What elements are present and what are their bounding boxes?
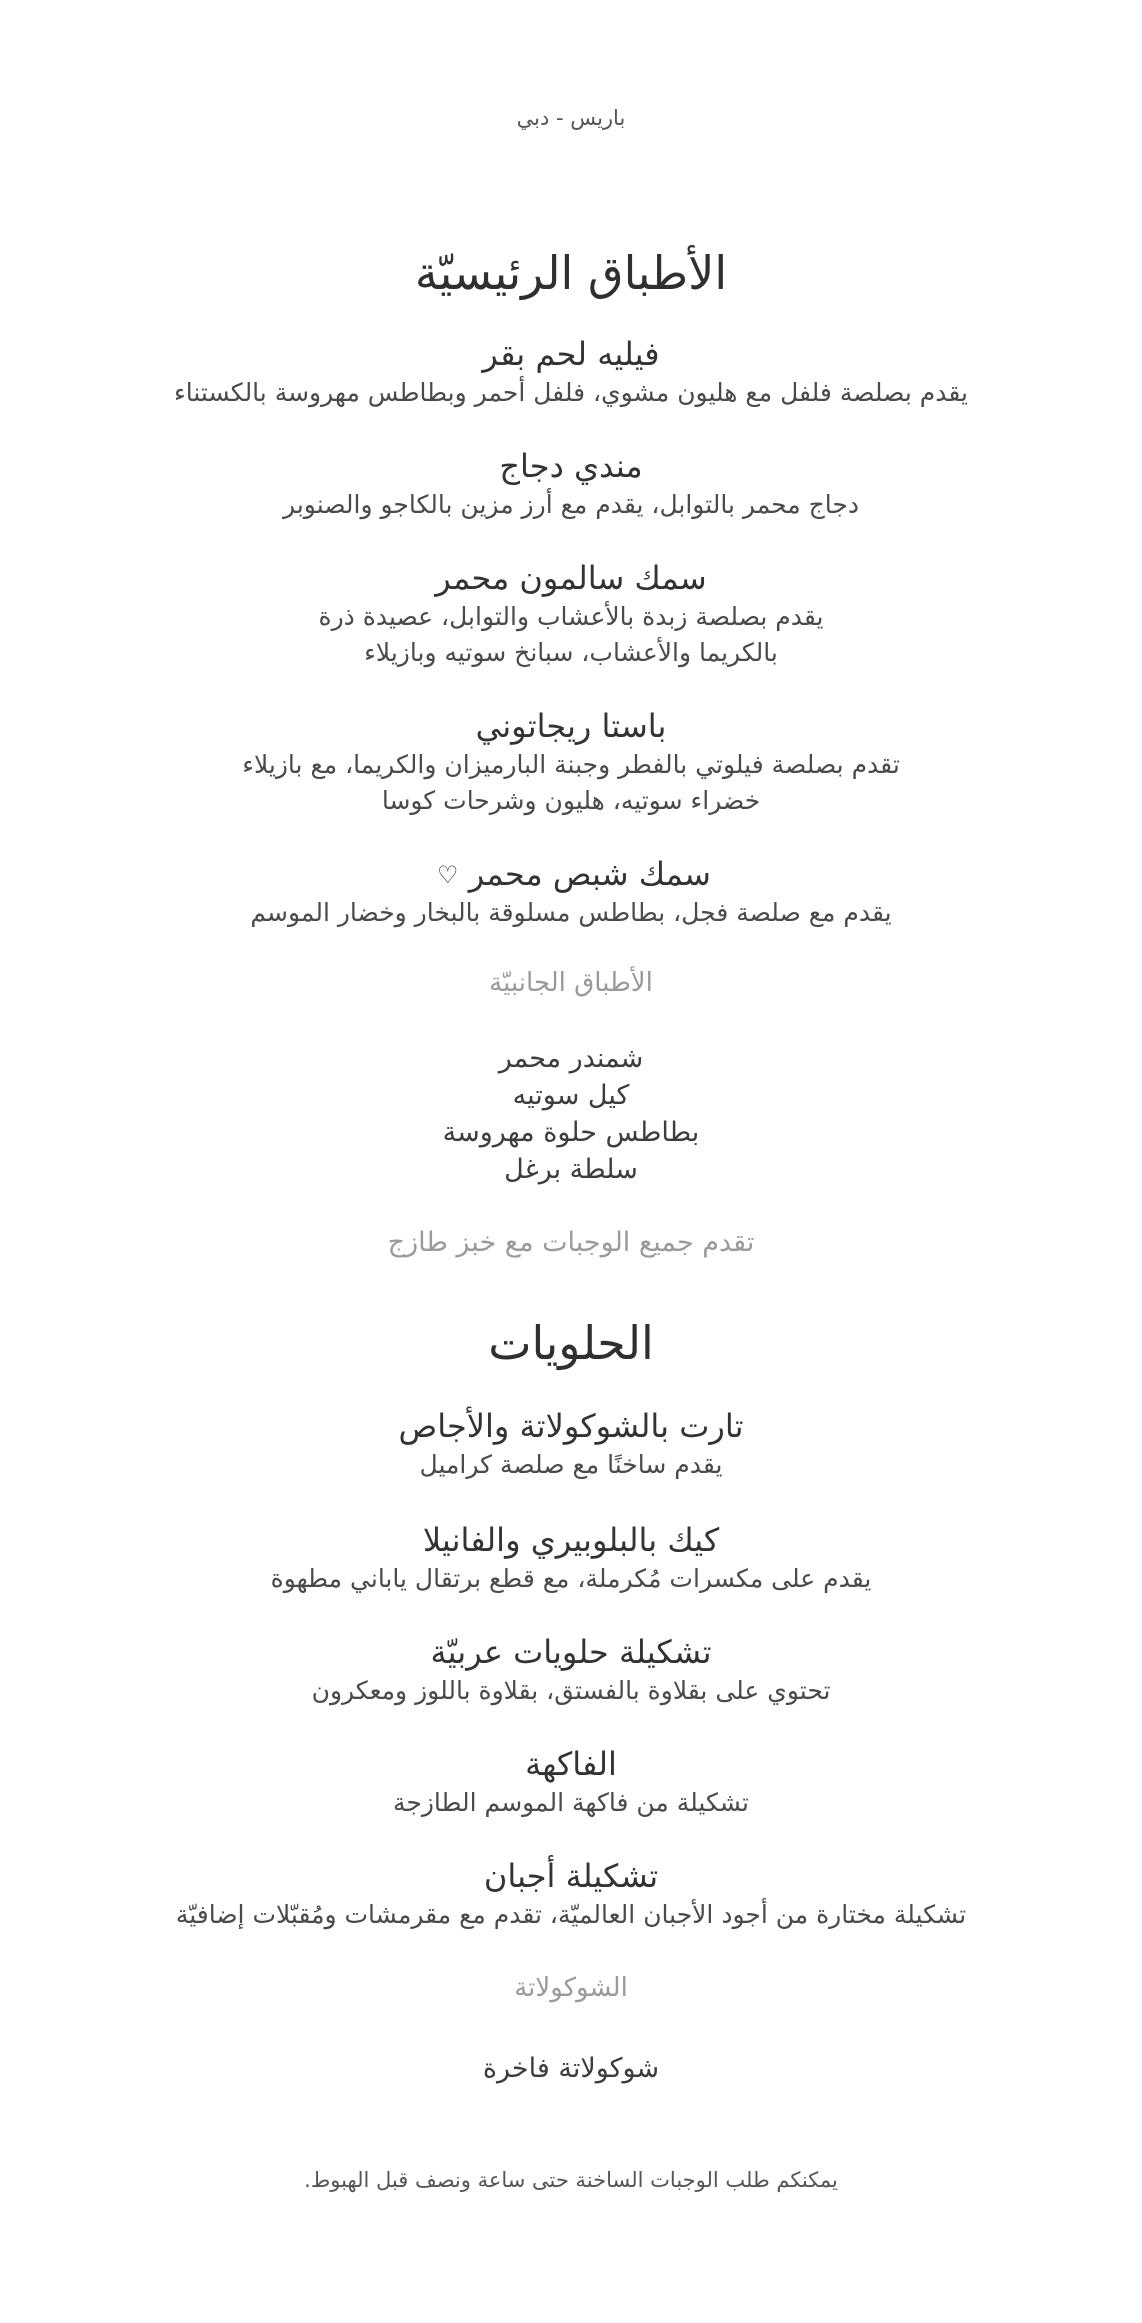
dessert-item (0, 1522, 1142, 1597)
footer-note: يمكنكم طلب الوجبات الساخنة حتى ساعة ونصف قبل الهبوط. (304, 2168, 838, 2192)
dessert-name: الفاكهة (525, 1745, 617, 1783)
dish-item (0, 856, 1142, 931)
dish-item (0, 336, 1142, 411)
dessert-item (0, 1408, 1142, 1483)
dessert-description: تشكيلة مختارة من أجود الأجبان العالميّة، تقدم مع مقرمشات ومُقبّلات إضافيّة (175, 1899, 967, 1929)
chocolate-item: شوكولاتة فاخرة (482, 2053, 660, 2084)
dessert-name: تارت بالشوكولاتة والأجاص (398, 1407, 744, 1445)
dessert-description: تحتوي على بقلاوة بالفستق، بقلاوة باللوز ومعكرون (311, 1675, 831, 1705)
dish-name: سمك سالمون محمر (435, 559, 707, 597)
dish-description: يقدم بصلصة فلفل مع هليون مشوي، فلفل أحمر وبطاطس مهروسة بالكستناء (174, 377, 968, 407)
bread-note: تقدم جميع الوجبات مع خبز طازج (387, 1227, 755, 1258)
route-label: باريس - دبي (516, 106, 626, 130)
dish-item (0, 708, 1142, 819)
desserts-title: الحلويات (488, 1316, 654, 1370)
side-item: بطاطس حلوة مهروسة (442, 1117, 700, 1148)
dessert-name: تشكيلة حلويات عربيّة (430, 1633, 712, 1671)
dish-description: يقدم مع صلصة فجل، بطاطس مسلوقة بالبخار وخضار الموسم (250, 897, 892, 927)
dish-description: يقدم بصلصة زبدة بالأعشاب والتوابل، عصيدة ذرة بالكريما والأعشاب، سبانخ سوتيه وبازيلاء (318, 601, 824, 668)
dish-description: دجاج محمر بالتوابل، يقدم مع أرز مزين بالكاجو والصنوبر (283, 489, 859, 519)
heart-icon: ♡ (437, 861, 459, 890)
dessert-item (0, 1746, 1142, 1821)
chocolate-title: الشوكولاتة (514, 1973, 628, 2003)
dessert-description: يقدم ساخنًا مع صلصة كراميل (419, 1449, 723, 1479)
side-item: شمندر محمر (498, 1043, 644, 1074)
dish-item (0, 448, 1142, 523)
dessert-item (0, 1858, 1142, 1933)
sides-title: الأطباق الجانبيّة (489, 968, 653, 998)
dish-name: باستا ريجاتوني (475, 707, 667, 745)
dish-name: فيليه لحم بقر (482, 335, 660, 373)
side-item: كيل سوتيه (512, 1080, 630, 1111)
mains-title: الأطباق الرئيسيّة (414, 246, 728, 300)
dessert-name: كيك بالبلوبيري والفانيلا (422, 1521, 720, 1559)
dish-name: سمك شبص محمر (468, 855, 711, 893)
side-item: سلطة برغل (504, 1154, 638, 1185)
dish-name: مندي دجاج (499, 447, 643, 485)
dessert-description: يقدم على مكسرات مُكرملة، مع قطع برتقال ياباني مطهوة (270, 1563, 872, 1593)
dessert-name: تشكيلة أجبان (483, 1857, 659, 1895)
dish-name-row (0, 856, 1142, 893)
dessert-item (0, 1634, 1142, 1709)
dish-item (0, 560, 1142, 671)
sides-list (0, 1040, 1142, 1188)
dish-description: تقدم بصلصة فيلوتي بالفطر وجبنة البارميزان والكريما، مع بازيلاء خضراء سوتيه، هليون وشرحات كوسا (242, 749, 900, 816)
dessert-description: تشكيلة من فاكهة الموسم الطازجة (392, 1787, 750, 1817)
